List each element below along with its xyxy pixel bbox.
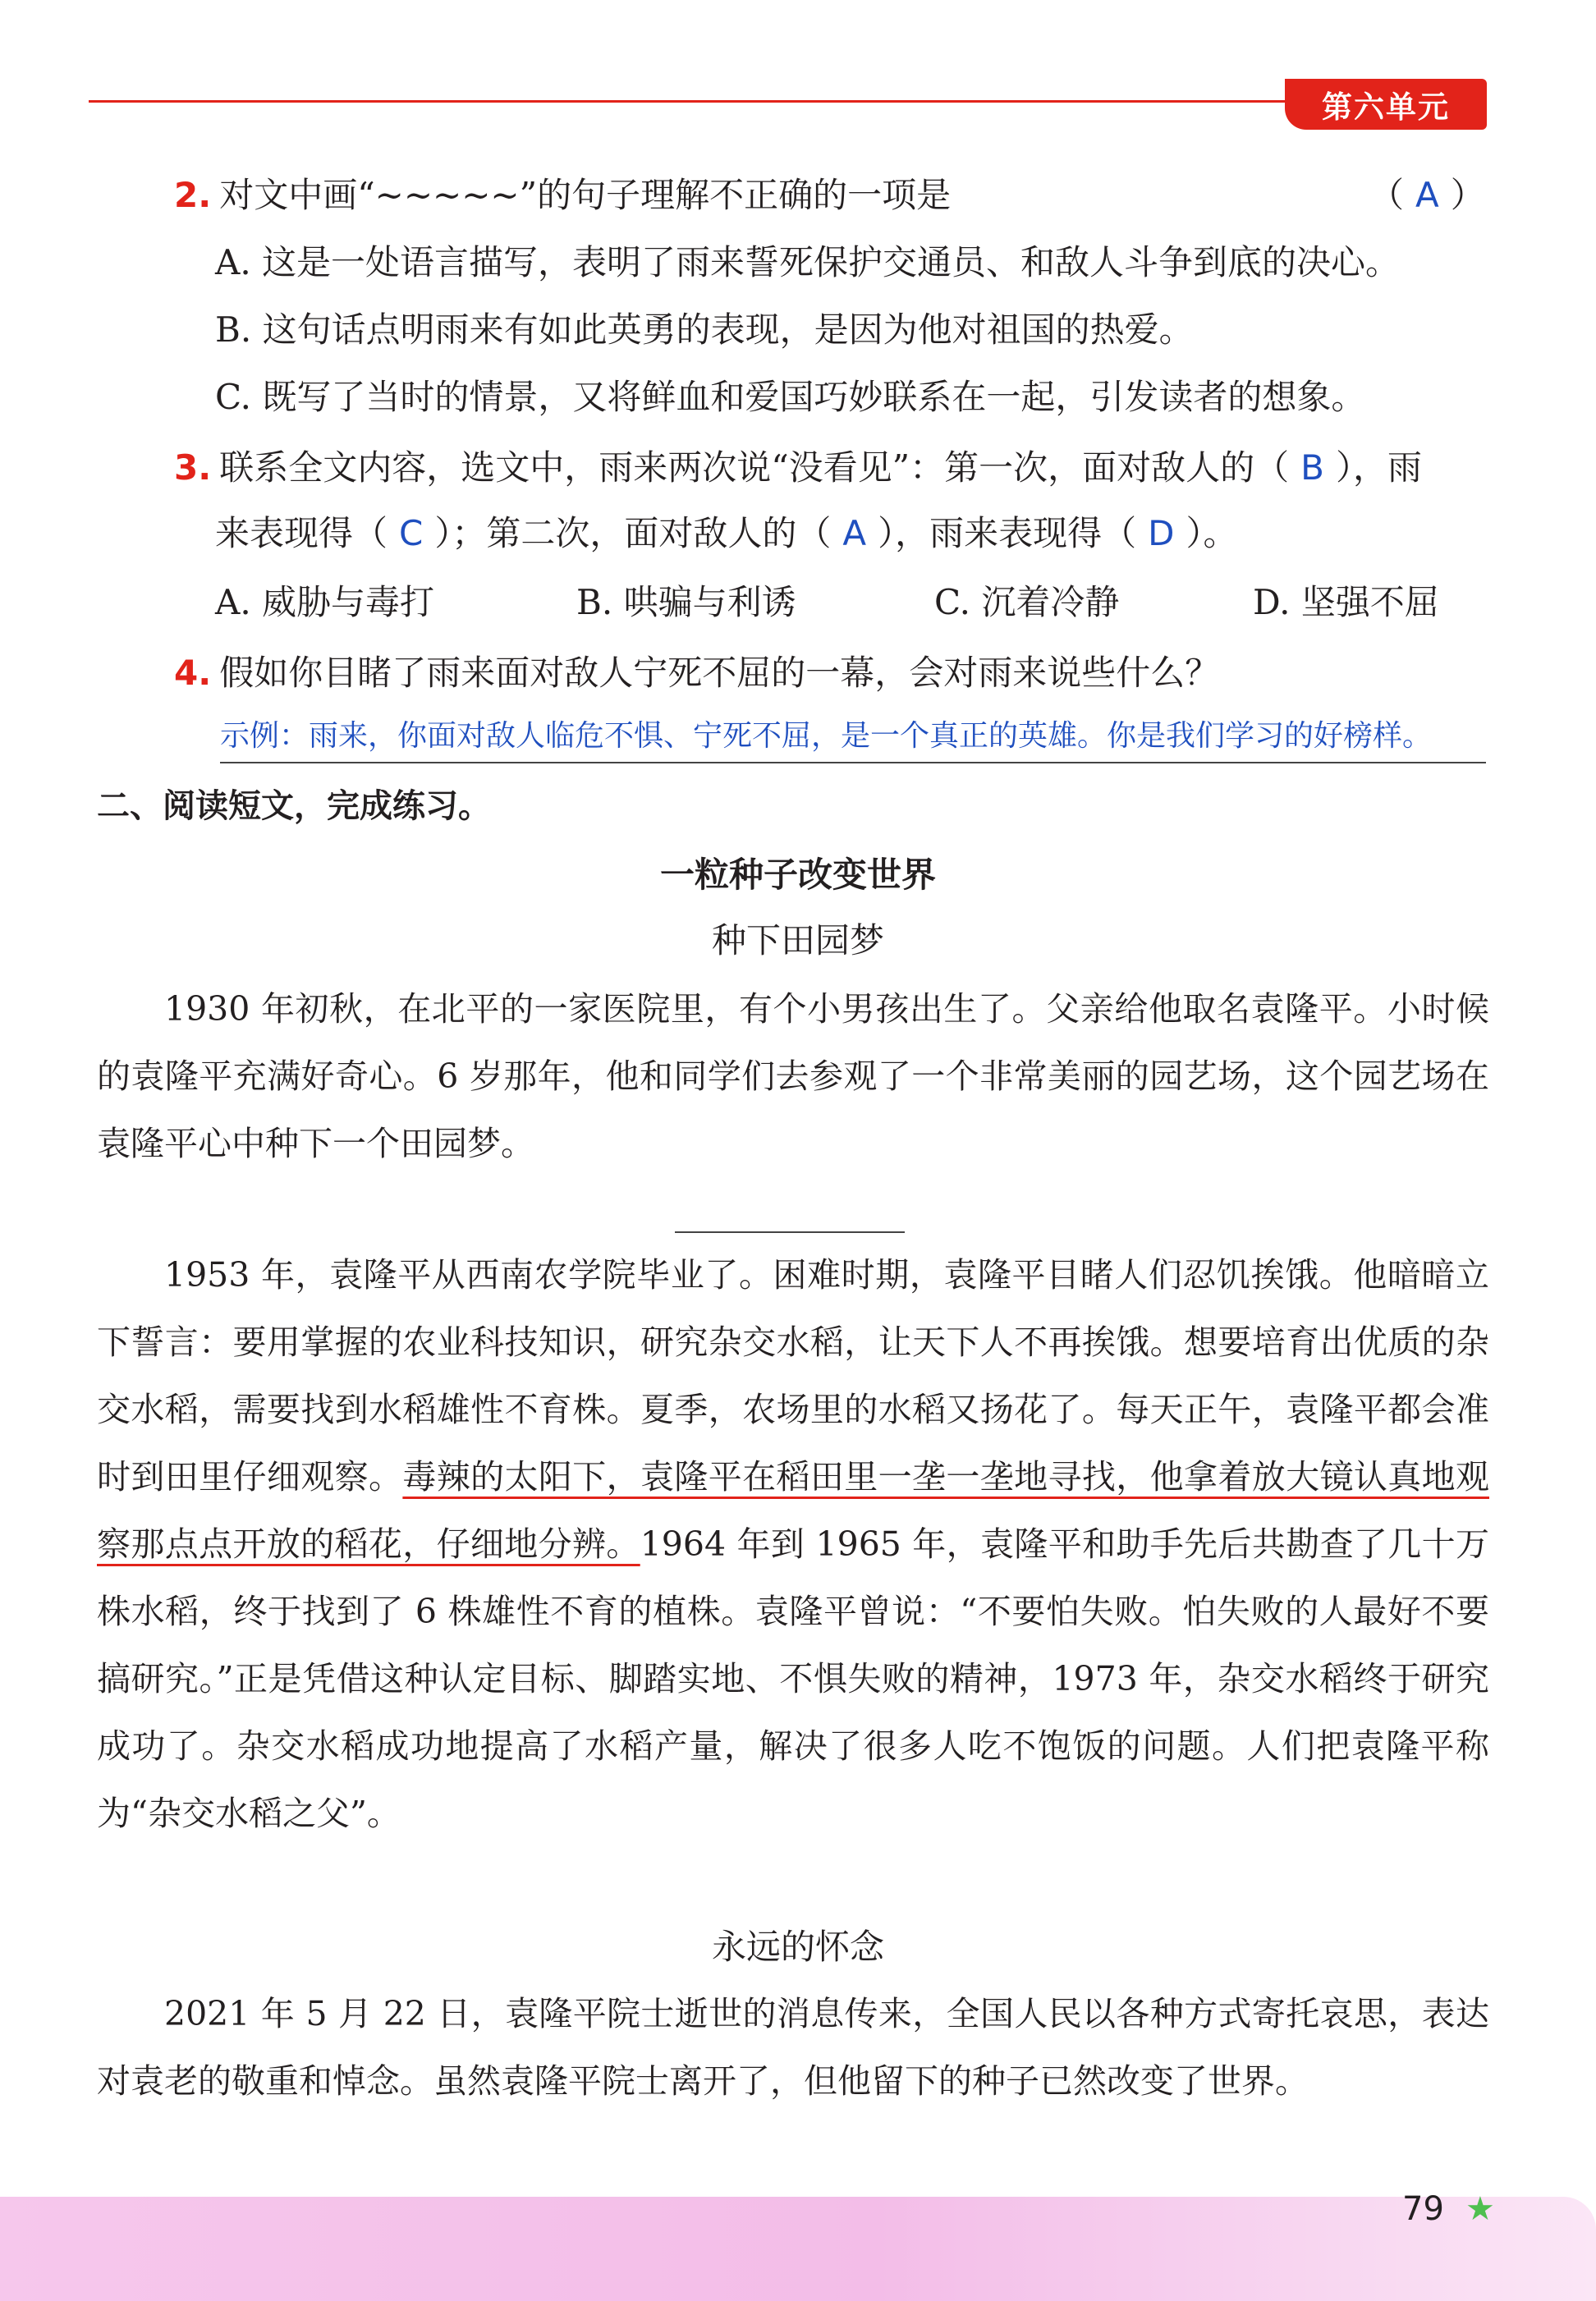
q4-number: 4. <box>174 653 212 693</box>
q3-option-c: C. 沉着冷静 <box>934 582 1120 622</box>
article-title: 一粒种子改变世界 <box>659 855 936 895</box>
subtitle-3: 永远的怀念 <box>711 1927 884 1967</box>
q4-stem <box>174 649 1219 698</box>
unit-tag: 第六单元 <box>1285 79 1487 130</box>
section-heading: 二、阅读短文，完成练习。 <box>97 787 491 825</box>
subtitle-1: 种下田园梦 <box>711 920 884 960</box>
q2-paren-close: ） <box>1450 175 1485 215</box>
q3-text-1a: 联系全文内容，选文中，雨来两次说“没看见”：第一次，面对敌人的（ <box>219 447 1290 488</box>
q2-option-c: C. 既写了当时的情景，又将鲜血和爱国巧妙联系在一起，引发读者的想象。 <box>215 377 1366 417</box>
q3-text-2c: ），雨来表现得（ <box>878 513 1137 553</box>
q3-answer-2: C <box>399 513 424 553</box>
q2-answer-box <box>1369 171 1485 220</box>
q2-stem <box>174 171 951 220</box>
subtitle-blank <box>675 1231 905 1233</box>
q3-option-a: A. 威胁与毒打 <box>215 582 435 622</box>
q2-answer: A <box>1415 175 1439 215</box>
q3-answer-1: B <box>1300 447 1324 488</box>
q2-stem-text: 对文中画“~~~~~”的句子理解不正确的一项是 <box>219 175 952 215</box>
q3-option-d: D. 坚强不屈 <box>1253 582 1439 622</box>
q3-text-2d: ）。 <box>1186 513 1238 553</box>
q3-text-1b: ），雨 <box>1335 447 1422 488</box>
q3-line2 <box>215 509 1237 558</box>
star-icon: ★ <box>1465 2190 1495 2228</box>
q4-stem-text: 假如你目睹了雨来面对敌人宁死不屈的一幕，会对雨来说些什么？ <box>219 653 1220 693</box>
q2-option-a: A. 这是一处语言描写，表明了雨来誓死保护交通员、和敌人斗争到底的决心。 <box>215 242 1401 282</box>
page-number: 79 <box>1402 2190 1444 2228</box>
footer-band <box>0 2197 1596 2301</box>
q2-paren-open: （ <box>1369 175 1405 215</box>
q3-answer-3: A <box>842 513 867 553</box>
header-rule <box>89 100 1296 103</box>
q3-number: 3. <box>174 447 212 488</box>
q4-sample-answer: 示例：雨来，你面对敌人临危不惧、宁死不屈，是一个真正的英雄。你是我们学习的好榜样。 <box>220 711 1486 763</box>
paragraph-3: 2021 年 5 月 22 日，袁隆平院士逝世的消息传来，全国人民以各种方式寄托哀思，表达对袁老的敬重和悼念。虽然袁隆平院士离开了，但他留下的种子已然改变了世界。 <box>97 1994 1489 2101</box>
q2-option-b: B. 这句话点明雨来有如此英勇的表现，是因为他对祖国的热爱。 <box>215 309 1194 350</box>
paragraph-2-underlined: 毒辣的太阳下，袁隆平在稻田里一垄一垄地寻找，他拿着放大镜认真地观察那点点开放的稻花，仔细地分辨。 <box>97 1457 1489 1564</box>
q2-number: 2. <box>174 175 212 215</box>
q3-text-2b: ）；第二次，面对敌人的（ <box>434 513 832 553</box>
paragraph-2-part-a: 1953 年，袁隆平从西南农学院毕业了。困难时期，袁隆平目睹人们忍饥挨饿。他暗暗立下誓言：要用掌握的农业科技知识，研究杂交水稻，让天下人不再挨饿。想要培育出优质的杂交水稻，需要找到水稻雄性不育株。夏季，农场里的水稻又扬花了。每天正午，袁隆平都会准时到田里仔细观察。 <box>97 1255 1489 1497</box>
q3-option-b: B. 哄骗与利诱 <box>576 582 796 622</box>
paragraph-2 <box>97 1241 1489 1847</box>
q3-text-2a: 来表现得（ <box>215 513 388 553</box>
q3-line1 <box>174 443 1422 493</box>
q3-answer-4: D <box>1148 513 1175 553</box>
paragraph-1: 1930 年初秋，在北平的一家医院里，有个小男孩出生了。父亲给他取名袁隆平。小时候的袁隆平充满好奇心。6 岁那年，他和同学们去参观了一个非常美丽的园艺场，这个园艺场在袁隆平心中种下一个田园梦。 <box>97 989 1489 1163</box>
paragraph-2-part-b: 1964 年到 1965 年，袁隆平和助手先后共勘查了几十万株水稻，终于找到了 6 株雄性不育的植株。袁隆平曾说：“不要怕失败。怕失败的人最好不要搞研究。”正是凭借这种认定目标、脚踏实地、不惧失败的精神，1973 年，杂交水稻终于研究成功了。杂交水稻成功地提高了水稻产量，解决了很多人吃不饱饭的问题。人们把袁隆平称为“杂交水稻之父”。 <box>97 1524 1490 1833</box>
